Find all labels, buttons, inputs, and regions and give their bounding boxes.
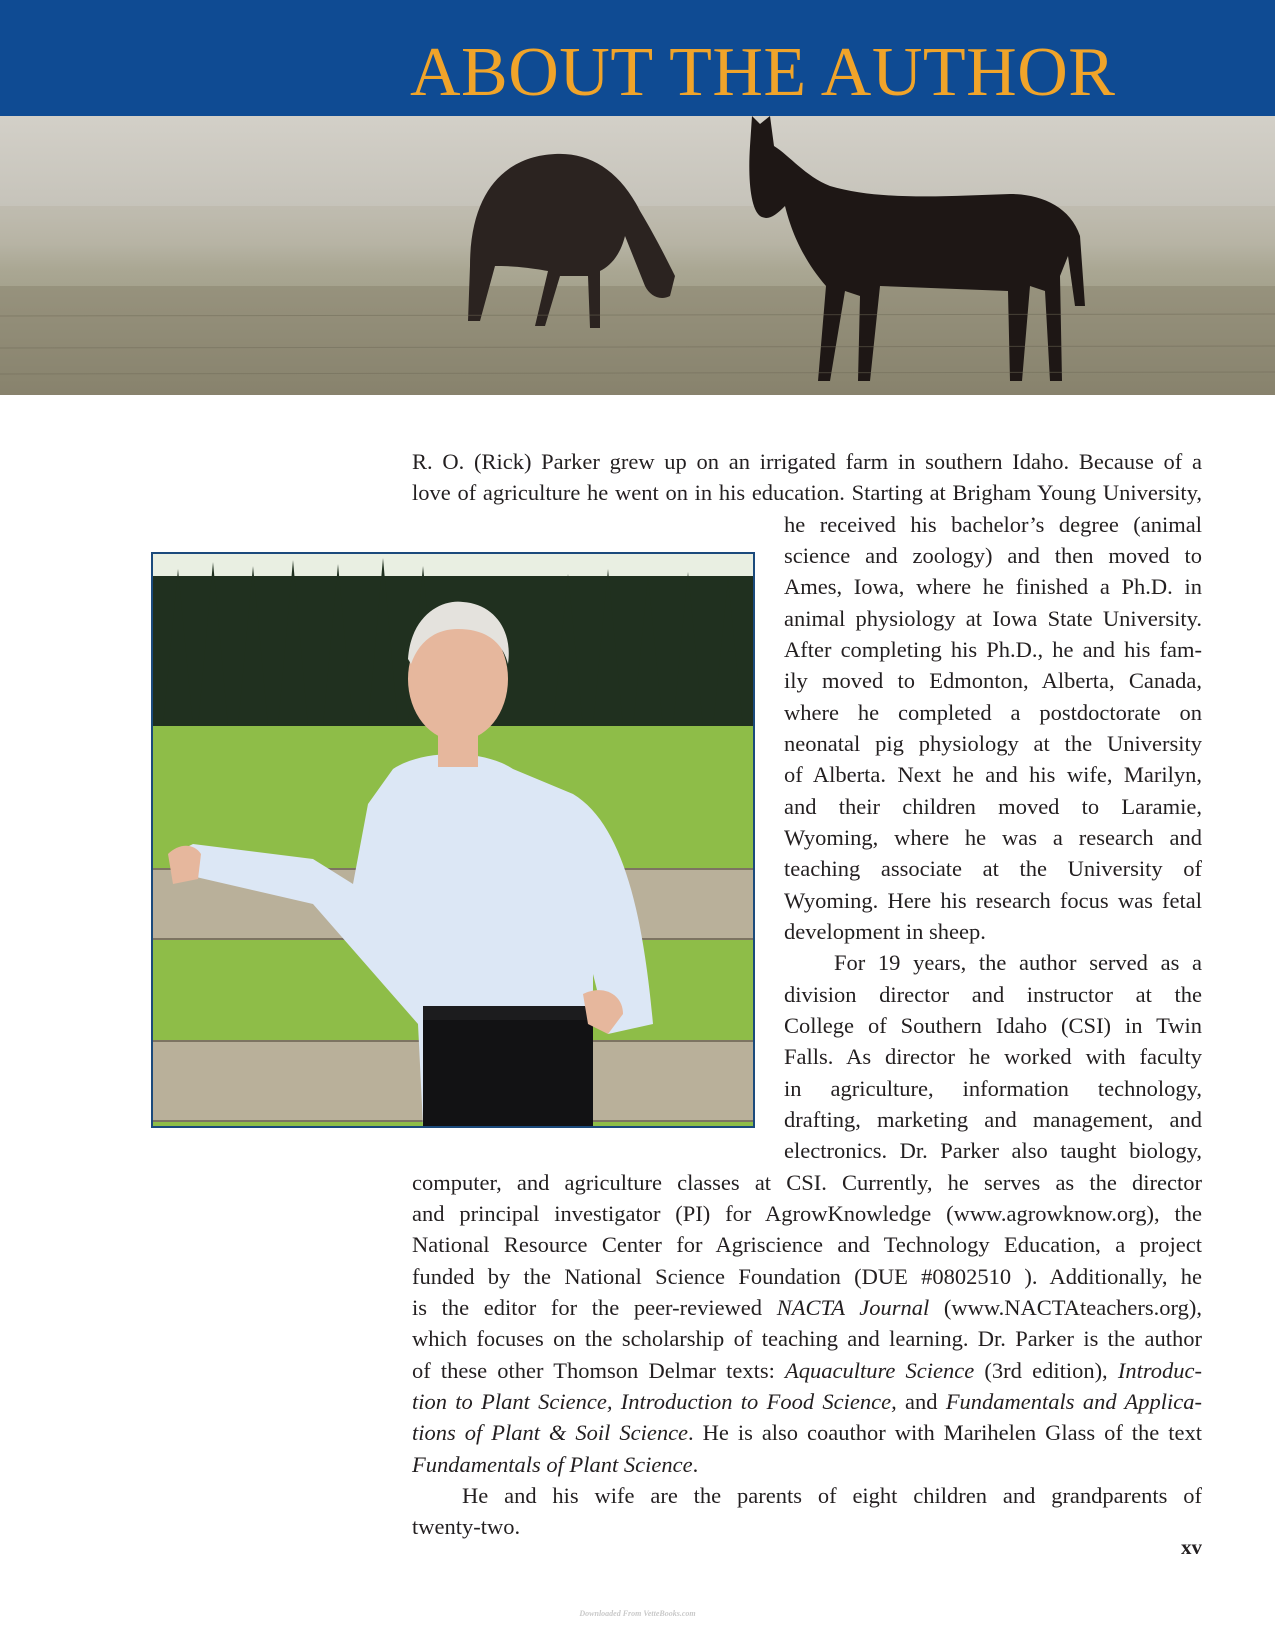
hero-photo-horses <box>0 116 1275 395</box>
bio-line: R. O. (Rick) Parker grew up on an irrigated farm in southern Idaho. Because of a <box>412 449 1202 474</box>
page-title: ABOUT THE AUTHOR <box>410 34 1116 111</box>
bio-line: twenty-two. <box>412 1514 521 1539</box>
bio-line: ily moved to Edmonton, Alberta, Canada, <box>784 668 1202 693</box>
journal-title: NACTA Journal <box>776 1295 930 1320</box>
bio-line: animal physiology at Iowa State University. <box>784 606 1202 631</box>
book-title: Aquaculture Science <box>785 1358 975 1383</box>
bio-line: he received his bachelor’s degree (animal <box>784 512 1202 537</box>
bio-line: love of agriculture he went on in his education. Starting at Brigham Young University, <box>412 480 1202 505</box>
bio-line: which focuses on the scholarship of teaching and learning. Dr. Parker is the author <box>412 1326 1202 1351</box>
bio-line: electronics. Dr. Parker also taught biology, <box>784 1138 1202 1163</box>
book-title: Fundamentals of Plant Science <box>412 1452 693 1477</box>
bio-line <box>412 1355 1202 1386</box>
bio-text: (3rd edition), <box>974 1358 1118 1383</box>
bio-line: neonatal pig physiology at the University <box>784 731 1202 756</box>
bio-line: Falls. As director he worked with faculty <box>784 1044 1202 1069</box>
bio-line <box>412 1386 1202 1417</box>
header-banner <box>0 0 1275 116</box>
bio-line: Wyoming. Here his research focus was fetal <box>784 888 1202 913</box>
bio-line: drafting, marketing and management, and <box>784 1107 1202 1132</box>
bio-text: of these other Thomson Delmar texts: <box>412 1358 785 1383</box>
bio-line: and their children moved to Laramie, <box>784 794 1202 819</box>
book-title: tions of Plant & Soil Science <box>412 1420 689 1445</box>
bio-text: is the editor for the peer-reviewed <box>412 1295 777 1320</box>
bio-line: National Resource Center for Agriscience and Technology Education, a project <box>412 1232 1202 1257</box>
bio-line: computer, and agriculture classes at CSI. Currently, he serves as the director <box>412 1170 1202 1195</box>
bio-line <box>412 1292 1202 1323</box>
bio-line: Ames, Iowa, where he finished a Ph.D. in <box>784 574 1202 599</box>
bio-line: and principal investigator (PI) for AgrowKnowledge (www.agrowknow.org), the <box>412 1201 1202 1226</box>
bio-text: . <box>692 1452 699 1477</box>
bio-text: and <box>896 1389 946 1414</box>
bio-line: After completing his Ph.D., he and his fam- <box>784 637 1202 662</box>
bio-line: funded by the National Science Foundation (DUE #0802510 ). Additionally, he <box>412 1264 1202 1289</box>
bio-line: in agriculture, information technology, <box>784 1076 1202 1101</box>
bio-line: science and zoology) and then moved to <box>784 543 1202 568</box>
book-title: Introduc- <box>1117 1358 1203 1383</box>
bio-line: For 19 years, the author served as a <box>834 950 1202 975</box>
book-title: Fundamentals and Applica- <box>945 1389 1202 1414</box>
bio-line: where he completed a postdoctorate on <box>784 700 1202 725</box>
download-watermark: Downloaded From VetteBooks.com <box>579 1609 696 1618</box>
bio-line: development in sheep. <box>784 919 986 944</box>
author-photo <box>151 552 755 1128</box>
bio-text: (www.NACTAteachers.org), <box>929 1295 1203 1320</box>
bio-line: College of Southern Idaho (CSI) in Twin <box>784 1013 1202 1038</box>
bio-line: teaching associate at the University of <box>784 856 1202 881</box>
page-number: xv <box>1181 1535 1202 1559</box>
bio-line: He and his wife are the parents of eight children and grandparents of <box>462 1483 1202 1508</box>
bio-line <box>412 1449 1202 1480</box>
bio-line: of Alberta. Next he and his wife, Marilyn, <box>784 762 1202 787</box>
bio-text: . He is also coauthor with Marihelen Glass of the text <box>688 1420 1202 1445</box>
bio-line <box>412 1417 1202 1448</box>
bio-line: division director and instructor at the <box>784 982 1202 1007</box>
bio-line: Wyoming, where he was a research and <box>784 825 1202 850</box>
book-title: tion to Plant Science, Introduction to Food Science, <box>412 1389 897 1414</box>
